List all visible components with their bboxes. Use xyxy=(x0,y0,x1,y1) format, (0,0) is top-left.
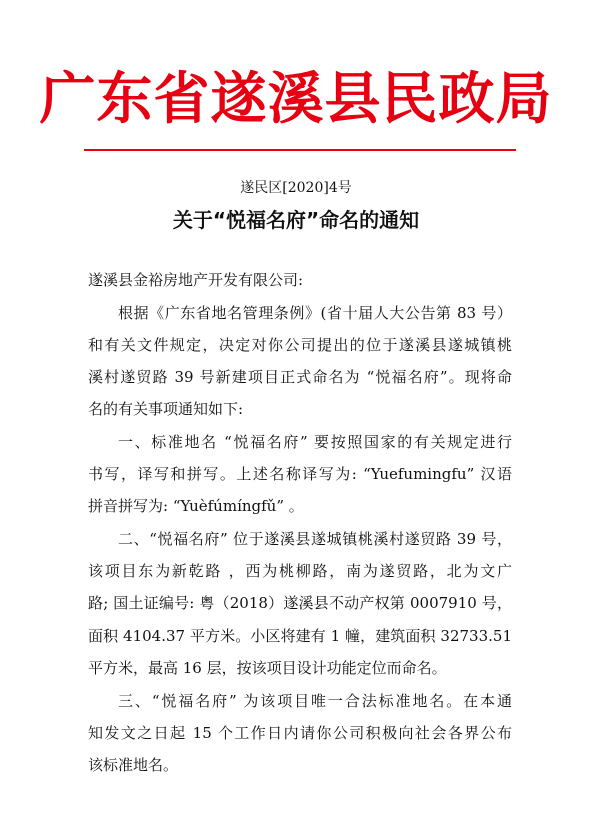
body-line: 路; 国土证编号: 粤（2018）遂溪县不动产权第 0007910 号， xyxy=(88,594,512,612)
body-line: 二、“悦福名府” 位于遂溪县遂城镇桃溪村遂贸路 39 号， xyxy=(118,530,512,548)
body-line: 溪村遂贸路 39 号新建项目正式命名为 “悦福名府”。现将命 xyxy=(88,368,512,386)
document-title: 关于“悦福名府”命名的通知 xyxy=(172,208,420,232)
body-line: 该标准地名。 xyxy=(88,756,179,774)
body-line: 面积 4104.37 平方米。小区将建有 1 幢，建筑面积 32733.51 xyxy=(88,627,512,645)
body-line: 三、“悦福名府” 为该项目唯一合法标准地名。在本通 xyxy=(118,692,512,710)
salutation: 遂溪县金裕房地产开发有限公司: xyxy=(88,271,304,289)
body-line: 书写，译写和拼写。上述名称译写为: “Yuefumingfu” 汉语 xyxy=(88,465,512,483)
body-line: 根据《广东省地名管理条例》(省十届人大公告第 83 号） xyxy=(118,304,512,322)
issuer-masthead: 广东省遂溪县民政局 xyxy=(39,66,553,132)
body-line: 名的有关事项通知如下: xyxy=(88,400,244,418)
body-line: 平方米，最高 16 层，按该项目设计功能定位而命名。 xyxy=(88,659,447,677)
red-divider xyxy=(84,149,516,151)
body-line: 该项目东为新乾路 ，西为桃柳路，南为遂贸路，北为文广 xyxy=(88,562,512,580)
body-line: 知发文之日起 15 个工作日内请你公司积极向社会各界公布 xyxy=(88,724,512,742)
body-line: 和有关文件规定，决定对你公司提出的位于遂溪县遂城镇桃 xyxy=(88,336,512,354)
body-line: 一、标准地名 “悦福名府” 要按照国家的有关规定进行 xyxy=(118,433,512,451)
body-line: 拼音拼写为: “Yuèfúmíngfǔ” 。 xyxy=(88,497,304,515)
document-number: 遂民区[2020]4号 xyxy=(240,180,352,196)
